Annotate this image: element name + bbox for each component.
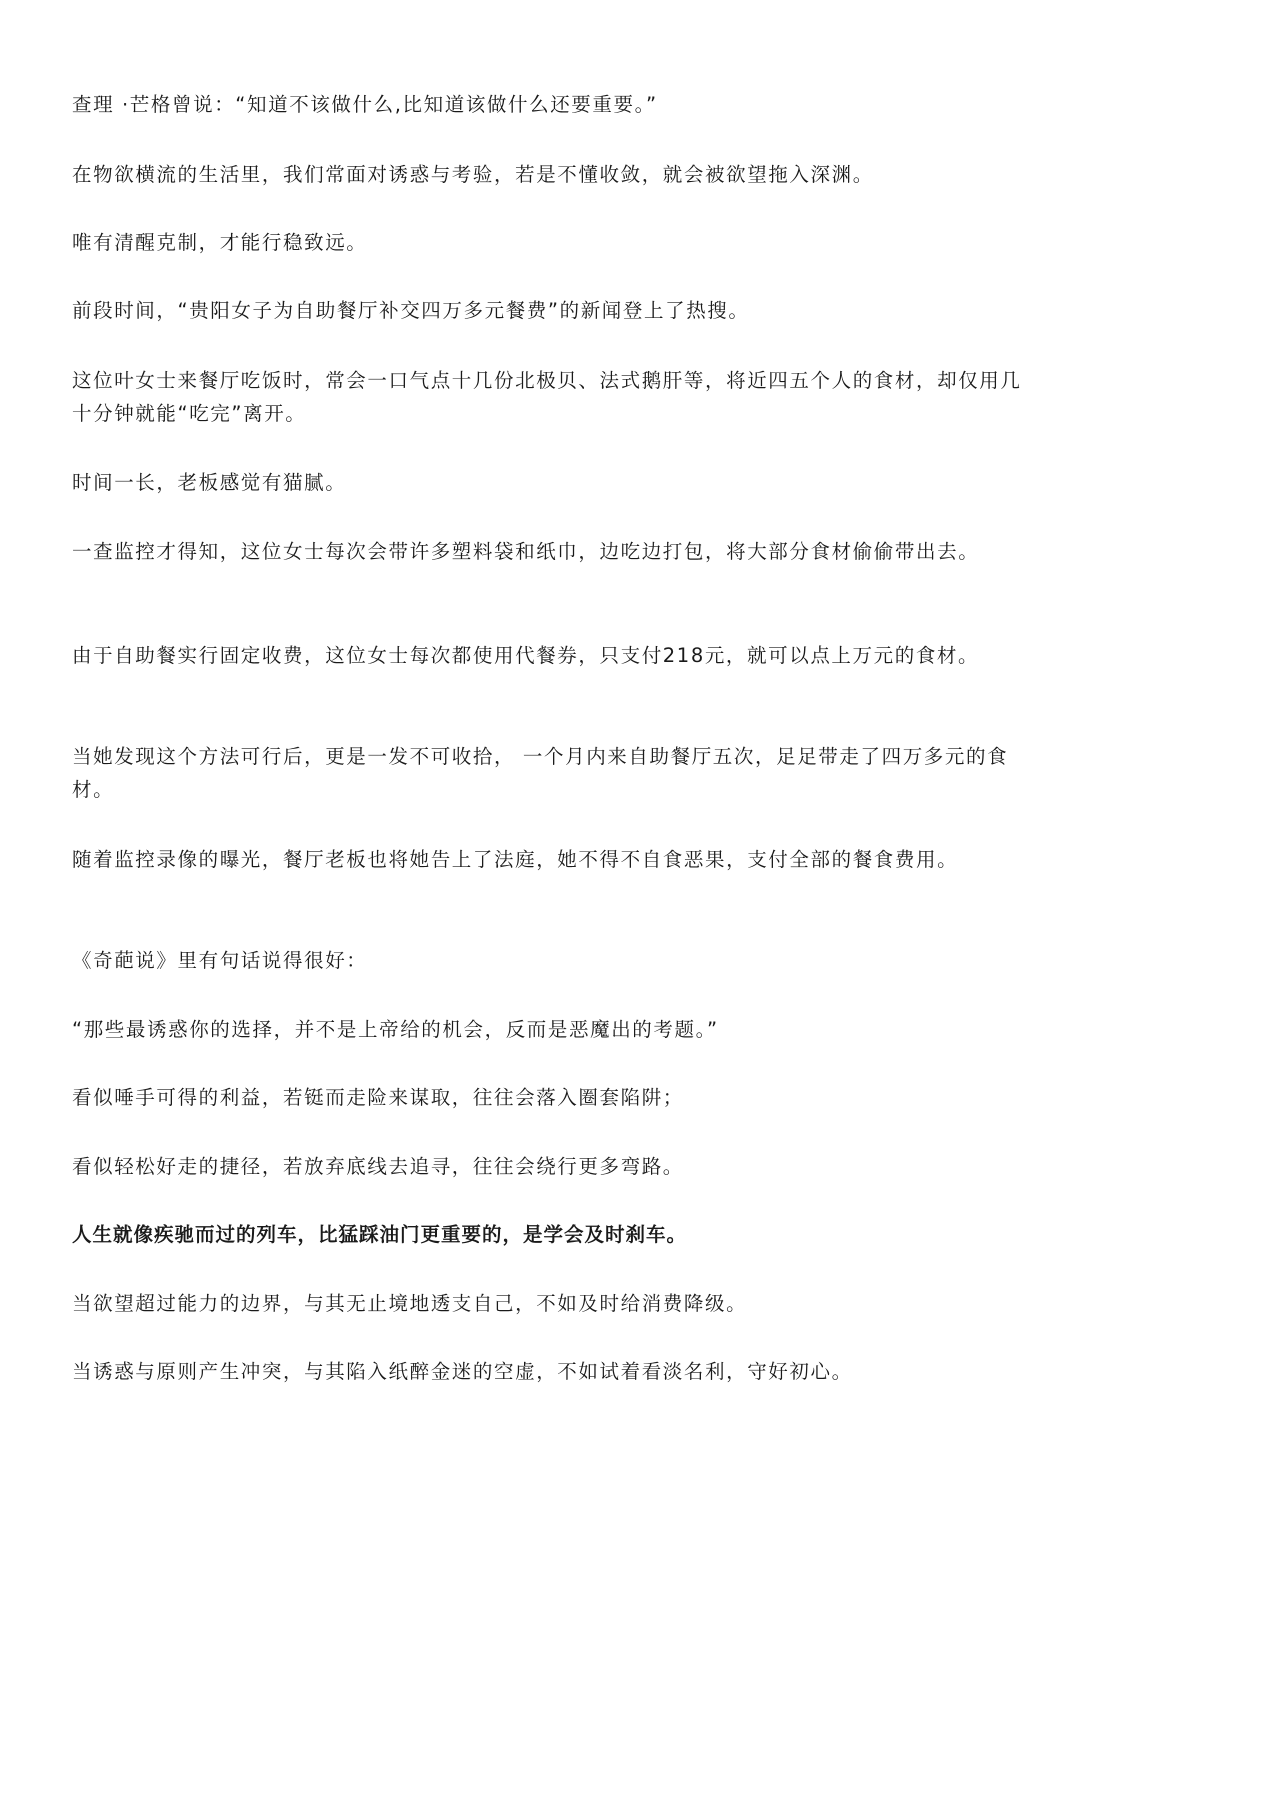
quote-munger: 查理 ·芒格曾说：“知道不该做什么,比知道该做什么还要重要。” [72, 93, 658, 116]
paragraph-boss-suspicion: 时间一长，老板感觉有猫腻。 [72, 471, 347, 494]
paragraph-restraint: 唯有清醒克制，才能行稳致远。 [72, 231, 368, 254]
paragraph-brake-highlight: 人生就像疾驰而过的列车，比猛踩油门更重要的，是学会及时刹车。 [72, 1223, 688, 1246]
paragraph-five-visits: 当她发现这个方法可行后，更是一发不可收拾， 一个月内来自助餐厅五次，足足带走了四万多元的食材。 [72, 745, 1009, 801]
paragraph-temptation: 在物欲横流的生活里，我们常面对诱惑与考验，若是不懂收敛，就会被欲望拖入深渊。 [72, 163, 874, 186]
paragraph-qipashuo: 《奇葩说》里有句话说得很好： [72, 949, 368, 972]
paragraph-trap: 看似唾手可得的利益，若铤而走险来谋取，往往会落入圈套陷阱； [72, 1086, 684, 1109]
paragraph-fixed-fee: 由于自助餐实行固定收费，这位女士每次都使用代餐券，只支付218元，就可以点上万元的食材。 [72, 644, 980, 667]
paragraph-news: 前段时间，“贵阳女子为自助餐厅补交四万多元餐费”的新闻登上了热搜。 [72, 299, 750, 322]
quote-devil-exam: “那些最诱惑你的选择，并不是上帝给的机会，反而是恶魔出的考题。” [72, 1018, 719, 1041]
paragraph-shortcut: 看似轻松好走的捷径，若放弃底线去追寻，往往会绕行更多弯路。 [72, 1155, 684, 1178]
paragraph-original-heart: 当诱惑与原则产生冲突，与其陷入纸醉金迷的空虚，不如试着看淡名利，守好初心。 [72, 1360, 853, 1383]
paragraph-ye-dining: 这位叶女士来餐厅吃饭时，常会一口气点十几份北极贝、法式鹅肝等，将近四五个人的食材，却仅用几十分钟就能“吃完”离开。 [72, 369, 1022, 425]
paragraph-downgrade: 当欲望超过能力的边界，与其无止境地透支自己，不如及时给消费降级。 [72, 1292, 748, 1315]
paragraph-court: 随着监控录像的曝光，餐厅老板也将她告上了法庭，她不得不自食恶果，支付全部的餐食费用。 [72, 848, 959, 871]
paragraph-surveillance: 一查监控才得知，这位女士每次会带许多塑料袋和纸巾，边吃边打包，将大部分食材偷偷带出去。 [72, 540, 980, 563]
